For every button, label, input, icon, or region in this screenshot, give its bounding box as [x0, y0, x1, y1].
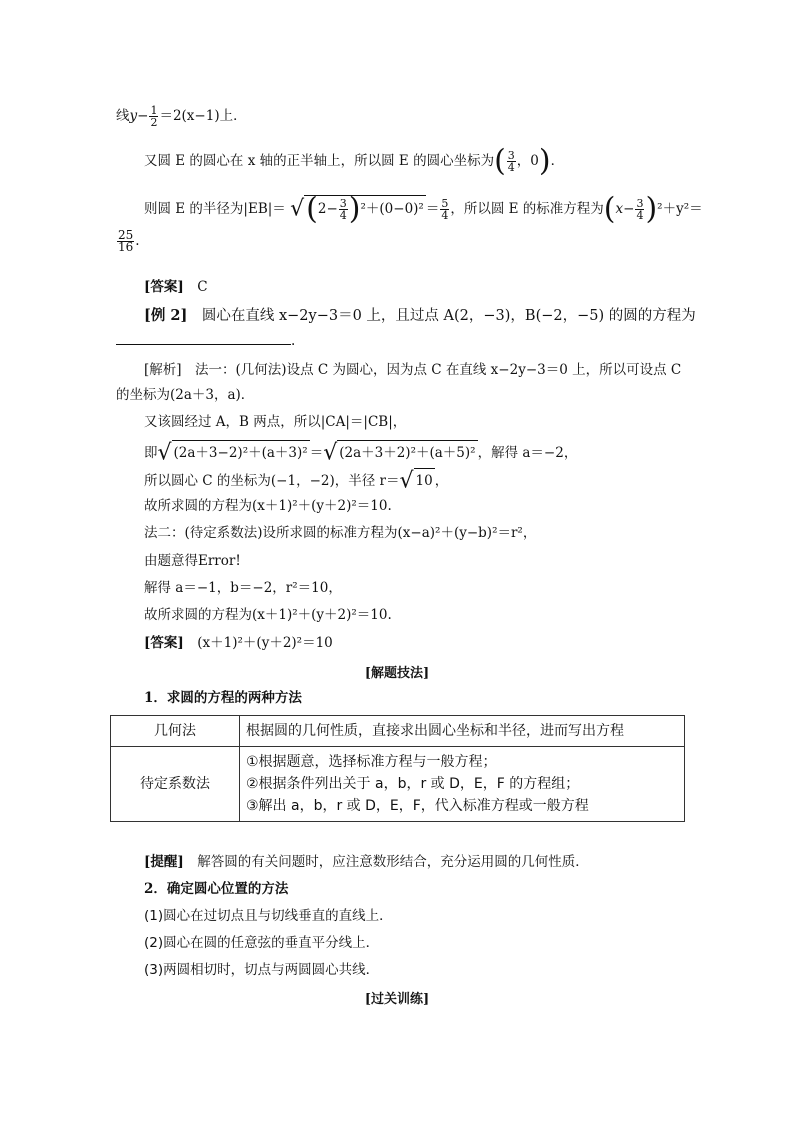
- list-item: (1)圆心在过切点且与切线垂直的直线上．: [144, 908, 393, 924]
- text: ，: [434, 473, 449, 489]
- text: ＝: [425, 201, 440, 217]
- text: [解析] 法一：(几何法)设点 C 为圆心，因为点 C 在直线 x−2y−3＝0 上，所以可设点 C: [144, 362, 682, 378]
- solution-line: [144, 412, 406, 432]
- fraction: [117, 230, 134, 253]
- solution-line: [144, 578, 342, 598]
- numerator: 1: [150, 104, 158, 117]
- fraction: [339, 198, 348, 221]
- solution-line: [144, 551, 241, 571]
- text: 2−: [317, 201, 338, 217]
- example-text: 圆心在直线 x−2y−3＝0 上，且过点 A(2，−3)，B(−2，−5) 的圆的方程为: [201, 308, 696, 324]
- subheading: 2．确定圆心位置的方法: [144, 881, 289, 897]
- text: 的坐标为(2a＋3，a)．: [116, 387, 255, 403]
- solution-line: [144, 523, 536, 543]
- tip-line: [144, 852, 589, 872]
- text: x−: [615, 201, 635, 217]
- denominator: 16: [118, 240, 134, 254]
- denominator: 4: [636, 209, 644, 222]
- text: 又圆 E 的圆心在 x 轴的正半轴上，所以圆 E 的圆心坐标为: [144, 153, 495, 169]
- paren: (: [494, 143, 506, 179]
- denominator: 4: [507, 161, 515, 174]
- numerator: 3: [636, 197, 644, 210]
- sqrt-body: 10: [414, 468, 435, 491]
- text: −: [137, 108, 149, 124]
- text: 故所求圆的方程为(x＋1)²＋(y＋2)²＝10.: [144, 607, 392, 623]
- text: ，所以圆 E 的标准方程为: [450, 201, 604, 217]
- text: ²＋y²＝: [657, 201, 703, 217]
- text: .: [135, 233, 140, 249]
- text: 所以圆心 C 的坐标为(−1，−2)，半径 r＝: [144, 473, 400, 489]
- subheading: 1．求圆的方程的两种方法: [144, 690, 302, 706]
- sqrt-body: (2a＋3＋2)²＋(a＋5)²: [337, 440, 477, 463]
- text: 线: [116, 108, 130, 124]
- table-cell: [240, 747, 685, 822]
- solution-line: [144, 496, 392, 516]
- solution-line: [144, 360, 681, 380]
- text-line: [116, 105, 247, 128]
- example-line: [144, 306, 696, 326]
- answer-value: C: [197, 279, 208, 295]
- fraction: [440, 198, 449, 221]
- denominator: 4: [339, 209, 347, 222]
- numerator: 5: [441, 197, 449, 210]
- answer-line: [144, 277, 208, 297]
- solution-line: [116, 385, 254, 405]
- text: 法二：(待定系数法)设所求圆的标准方程为(x−a)²＋(y−b)²＝r²，: [144, 525, 537, 541]
- section-heading: [过关训练]: [364, 992, 430, 1007]
- answer-line: [144, 633, 333, 653]
- tip-text: 解答圆的有关问题时，应注意数形结合，充分运用圆的几何性质．: [197, 854, 589, 870]
- table-cell: 待定系数法: [111, 747, 240, 822]
- list-item: ②根据条件列出关于 a，b，r 或 D，E，F 的方程组；: [246, 776, 580, 792]
- table-row: [111, 716, 685, 747]
- list-item: ①根据题意，选择标准方程与一般方程；: [246, 754, 497, 770]
- solution-line: [144, 440, 577, 464]
- text-line: [144, 143, 565, 179]
- numerator: 3: [507, 149, 515, 162]
- text: 即: [144, 445, 158, 461]
- sqrt-sign: √: [323, 440, 338, 466]
- sqrt-sign: √: [399, 468, 414, 494]
- sqrt-body: (2− $\frac{3}{4}$ )²＋(0−0)²: [306, 191, 424, 227]
- sqrt-body: (2a＋3−2)²＋(a＋3)²: [172, 440, 310, 463]
- text-line: [116, 230, 140, 253]
- fraction: [507, 150, 516, 173]
- text: ，0: [516, 153, 539, 169]
- paren: ): [538, 143, 551, 179]
- text: 由题意得Error!: [144, 553, 241, 569]
- list-item: ③解出 a，b，r 或 D，E，F，代入标准方程或一般方程: [246, 798, 589, 814]
- example-tag: [例 2]: [144, 307, 188, 324]
- methods-table: [110, 715, 685, 822]
- text: ²＋(0−0)²: [360, 201, 424, 217]
- list-item: (2)圆心在圆的任意弦的垂直平分线上．: [144, 935, 380, 951]
- text-line: 则圆 E 的半径为|EB|＝ √(2− $\frac{3}{4}$ )²＋(0−0)² ＝ $\frac{5}{4}$ ，所以圆 E 的标准方程为(x− $\frac{3}{4}$ )²＋y²＝: [144, 191, 703, 227]
- text: 故所求圆的方程为(x＋1)²＋(y＋2)²＝10.: [144, 498, 392, 514]
- text: 则圆 E 的半径为|EB|＝: [144, 201, 286, 217]
- text: ＝2(x−1)上．: [159, 108, 247, 124]
- solution-line: [144, 468, 448, 492]
- text: ，解得 a＝−2，: [477, 445, 578, 461]
- fraction: [635, 198, 644, 221]
- text: y: [129, 108, 138, 124]
- numerator: 3: [339, 197, 347, 210]
- answer-blank: [116, 330, 291, 345]
- table-row: [111, 747, 685, 822]
- sqrt-sign: √: [157, 440, 172, 466]
- tip-tag: [提醒]: [144, 854, 184, 870]
- table-cell: 根据圆的几何性质，直接求出圆心坐标和半径，进而写出方程: [240, 716, 685, 747]
- denominator: 4: [441, 209, 449, 222]
- answer-tag: [答案]: [144, 635, 184, 651]
- text: 又该圆经过 A，B 两点，所以|CA|＝|CB|，: [144, 414, 407, 430]
- text: .: [291, 333, 296, 349]
- list-item: (3)两圆相切时，切点与两圆圆心共线．: [144, 962, 380, 978]
- table-cell: 几何法: [111, 716, 240, 747]
- text: 解得 a＝−1，b＝−2，r²＝10，: [144, 580, 342, 596]
- section-heading: [解题技法]: [364, 666, 430, 681]
- answer-tag: [答案]: [144, 279, 184, 295]
- fraction: [149, 105, 158, 128]
- text: ．: [550, 153, 565, 169]
- sqrt-sign: √: [290, 196, 305, 222]
- solution-line: [144, 605, 392, 625]
- text: ＝: [309, 445, 324, 461]
- answer-value: (x＋1)²＋(y＋2)²＝10: [197, 635, 333, 651]
- answer-blank-line: [116, 330, 295, 351]
- denominator: 2: [150, 116, 158, 129]
- numerator: 25: [118, 228, 134, 242]
